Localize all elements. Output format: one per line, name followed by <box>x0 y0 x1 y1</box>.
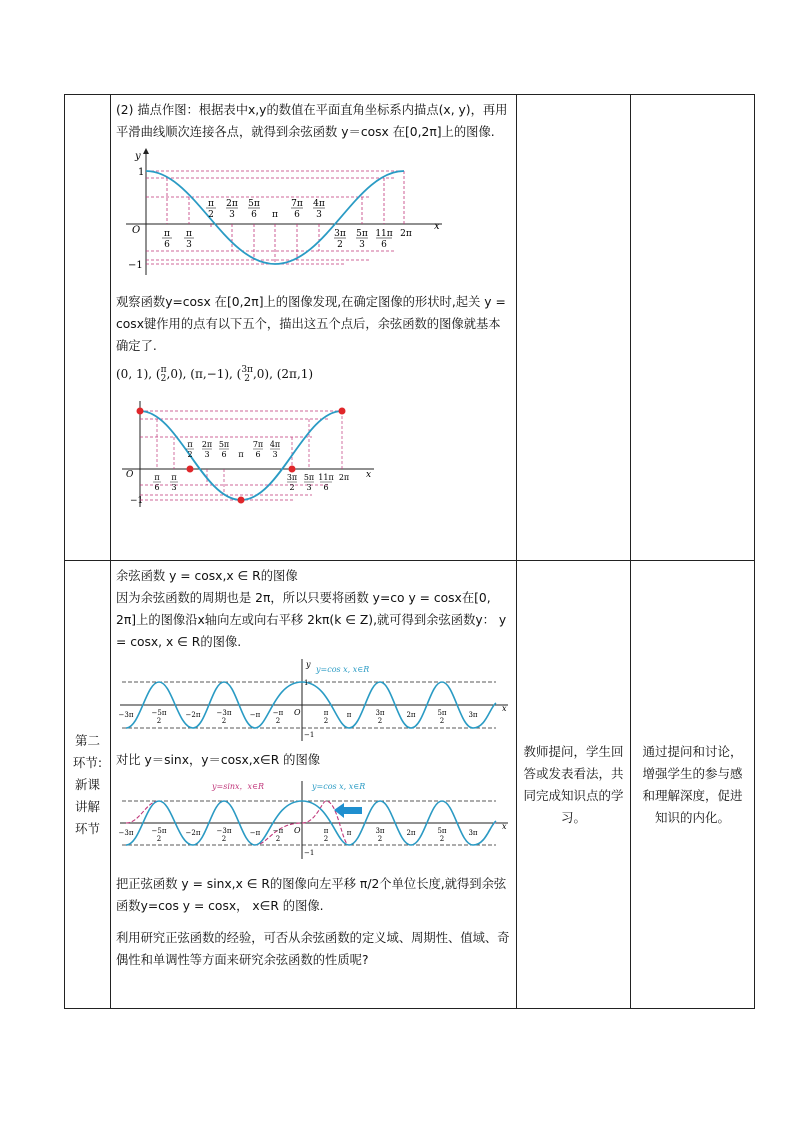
svg-text:π: π <box>187 440 193 449</box>
paragraph-five-points: 观察函数y=cosx 在[0,2π]上的图像发现,在确定图像的形状时,起关 y = cosx键作用的点有以下五个，描出这五个点后，余弦函数的图像就基本确定了. <box>116 295 506 353</box>
svg-text:6: 6 <box>323 483 329 492</box>
svg-text:−3π: −3π <box>216 709 232 717</box>
y-one-label: 1 <box>138 167 145 178</box>
cos-label: y=cos x, x∈R <box>312 782 366 791</box>
svg-text:5π: 5π <box>437 709 447 717</box>
svg-text:x: x <box>366 470 372 480</box>
cos-graph-0-2pi <box>114 147 444 277</box>
svg-text:5π: 5π <box>303 473 315 482</box>
svg-text:6: 6 <box>221 450 227 459</box>
svg-text:3: 3 <box>272 450 278 459</box>
paragraph-translation: 因为余弦函数的周期也是 2π，所以只要将函数 y=co y = cosx在[0, 2π]上的图像沿x轴向左或向右平移 2kπ(k ∈ Z),就可得到余弦函数y： y = cosx, x ∈ R的图像. <box>116 591 507 649</box>
svg-text:2π: 2π <box>201 440 213 449</box>
svg-text:−1: −1 <box>304 849 315 857</box>
svg-text:O: O <box>294 826 301 835</box>
section-title: 余弦函数 y = cosx,x ∈ R的图像 <box>116 569 298 583</box>
svg-text:3: 3 <box>359 240 365 250</box>
key-points-list: (0, 1), (π 2,0), (π,−1), (3π 2 ,0), (2π,1) <box>116 364 314 384</box>
svg-text:6: 6 <box>294 210 300 220</box>
teacher-cell-empty <box>517 95 631 561</box>
content-cell <box>111 95 517 561</box>
svg-text:2: 2 <box>323 835 329 843</box>
stage-cell <box>65 561 111 1009</box>
svg-text:2π: 2π <box>338 473 350 482</box>
graph-label: y=cos x, x∈R <box>316 665 370 674</box>
svg-text:x: x <box>502 822 507 831</box>
svg-text:3π: 3π <box>286 473 298 482</box>
svg-text:6: 6 <box>154 483 160 492</box>
svg-text:−2π: −2π <box>185 829 201 837</box>
lesson-table <box>64 94 755 1009</box>
svg-text:2: 2 <box>221 835 227 843</box>
y-axis-label: y <box>135 151 141 162</box>
svg-text:2: 2 <box>275 717 281 725</box>
svg-text:2: 2 <box>187 450 193 459</box>
sin-cos-compare-graph <box>116 779 512 861</box>
svg-text:6: 6 <box>381 240 387 250</box>
key-point <box>339 408 346 415</box>
key-point <box>238 497 245 504</box>
paragraph-question: 利用研究正弦函数的经验，可否从余弦函数的定义域、周期性、值域、奇偶性和单调性等方面来研究余弦函数的性质呢? <box>116 931 510 967</box>
svg-text:2: 2 <box>289 483 295 492</box>
svg-text:2: 2 <box>156 835 162 843</box>
svg-text:π: π <box>186 229 192 239</box>
cos-graph-five-points <box>116 397 376 509</box>
svg-text:−3π: −3π <box>118 829 134 837</box>
svg-text:3π: 3π <box>468 829 478 837</box>
svg-text:1: 1 <box>304 679 309 687</box>
svg-text:5π: 5π <box>356 229 368 239</box>
svg-text:2: 2 <box>323 717 329 725</box>
svg-text:6: 6 <box>251 210 257 220</box>
svg-text:−1: −1 <box>130 496 144 506</box>
table-row <box>65 561 755 1009</box>
svg-text:3: 3 <box>186 240 192 250</box>
svg-text:3π: 3π <box>468 711 478 719</box>
svg-text:7π: 7π <box>291 199 303 209</box>
svg-text:2π: 2π <box>406 829 416 837</box>
svg-text:−1: −1 <box>304 731 315 739</box>
svg-text:2: 2 <box>377 717 383 725</box>
svg-text:3: 3 <box>229 210 235 220</box>
svg-text:π: π <box>346 829 352 837</box>
svg-text:2: 2 <box>439 717 445 725</box>
svg-text:−2π: −2π <box>185 711 201 719</box>
svg-text:11π: 11π <box>375 229 393 239</box>
svg-text:π: π <box>272 210 278 220</box>
y-neg-one-label: −1 <box>128 260 143 271</box>
svg-text:y: y <box>306 660 311 669</box>
svg-text:3: 3 <box>316 210 322 220</box>
svg-text:2: 2 <box>275 835 281 843</box>
svg-text:−5π: −5π <box>151 827 167 835</box>
svg-text:2: 2 <box>221 717 227 725</box>
key-point <box>137 408 144 415</box>
intent-cell <box>631 561 755 1009</box>
svg-text:2: 2 <box>439 835 445 843</box>
svg-text:−3π: −3π <box>118 711 134 719</box>
svg-text:4π: 4π <box>269 440 281 449</box>
svg-text:x: x <box>502 704 507 713</box>
svg-text:2: 2 <box>337 240 343 250</box>
svg-text:3π: 3π <box>334 229 346 239</box>
svg-text:π: π <box>164 229 170 239</box>
paragraph-compare: 对比 y＝sinx，y＝cosx,x∈R 的图像 <box>116 753 321 767</box>
svg-text:O: O <box>126 470 134 480</box>
svg-text:−5π: −5π <box>151 709 167 717</box>
svg-text:7π: 7π <box>252 440 264 449</box>
svg-text:5π: 5π <box>437 827 447 835</box>
key-point <box>187 466 194 473</box>
shift-left-arrow <box>334 803 362 818</box>
origin-label: O <box>132 225 141 236</box>
teacher-activity: 教师提问，学生回答或发表看法，共同完成知识点的学习。 <box>523 743 624 825</box>
svg-text:5π: 5π <box>248 199 260 209</box>
sin-label: y=sinx，x∈R <box>212 782 265 791</box>
svg-text:π: π <box>154 473 160 482</box>
svg-text:−π: −π <box>272 827 284 835</box>
x-axis-label: x <box>434 221 440 232</box>
svg-text:6: 6 <box>255 450 261 459</box>
svg-text:−π: −π <box>272 709 284 717</box>
key-point <box>289 466 296 473</box>
design-intent: 通过提问和讨论，增强学生的参与感和理解深度，促进知识的内化。 <box>642 743 743 825</box>
svg-text:2: 2 <box>377 835 383 843</box>
table-row <box>65 95 755 561</box>
svg-text:3: 3 <box>171 483 177 492</box>
svg-text:−π: −π <box>249 711 261 719</box>
svg-text:11π: 11π <box>318 473 334 482</box>
content-cell <box>111 561 517 1009</box>
svg-text:π: π <box>171 473 177 482</box>
svg-text:π: π <box>238 450 244 459</box>
svg-text:6: 6 <box>164 240 170 250</box>
svg-text:3π: 3π <box>375 709 385 717</box>
svg-text:π: π <box>323 827 329 835</box>
svg-text:π: π <box>346 711 352 719</box>
teacher-activity-cell <box>517 561 631 1009</box>
svg-text:π: π <box>323 709 329 717</box>
cos-graph-r <box>116 657 512 743</box>
svg-text:5π: 5π <box>218 440 230 449</box>
intent-cell-empty <box>631 95 755 561</box>
svg-text:2π: 2π <box>400 229 412 239</box>
svg-text:2π: 2π <box>406 711 416 719</box>
svg-text:3: 3 <box>204 450 210 459</box>
svg-text:3π: 3π <box>375 827 385 835</box>
paragraph-plot-description: (2) 描点作图：根据表中x,y的数值在平面直角坐标系内描点(x, y)，再用平滑曲线顺次连接各点，就得到余弦函数 y＝cosx 在[0,2π]上的图像. <box>116 103 508 139</box>
paragraph-shift: 把正弦函数 y = sinx,x ∈ R的图像向左平移 π/2个单位长度,就得到余弦函数y=cos y = cosx， x∈R 的图像. <box>116 877 507 913</box>
svg-text:−π: −π <box>249 829 261 837</box>
svg-text:3: 3 <box>306 483 312 492</box>
svg-text:O: O <box>294 708 301 717</box>
svg-text:2π: 2π <box>226 199 238 209</box>
stage-label: 第二 环节: 新课 讲解 环节 <box>72 732 103 836</box>
svg-text:π: π <box>208 199 214 209</box>
svg-text:4π: 4π <box>313 199 325 209</box>
svg-text:2: 2 <box>156 717 162 725</box>
stage-cell-empty <box>65 95 111 561</box>
svg-text:2: 2 <box>208 210 214 220</box>
svg-text:−3π: −3π <box>216 827 232 835</box>
